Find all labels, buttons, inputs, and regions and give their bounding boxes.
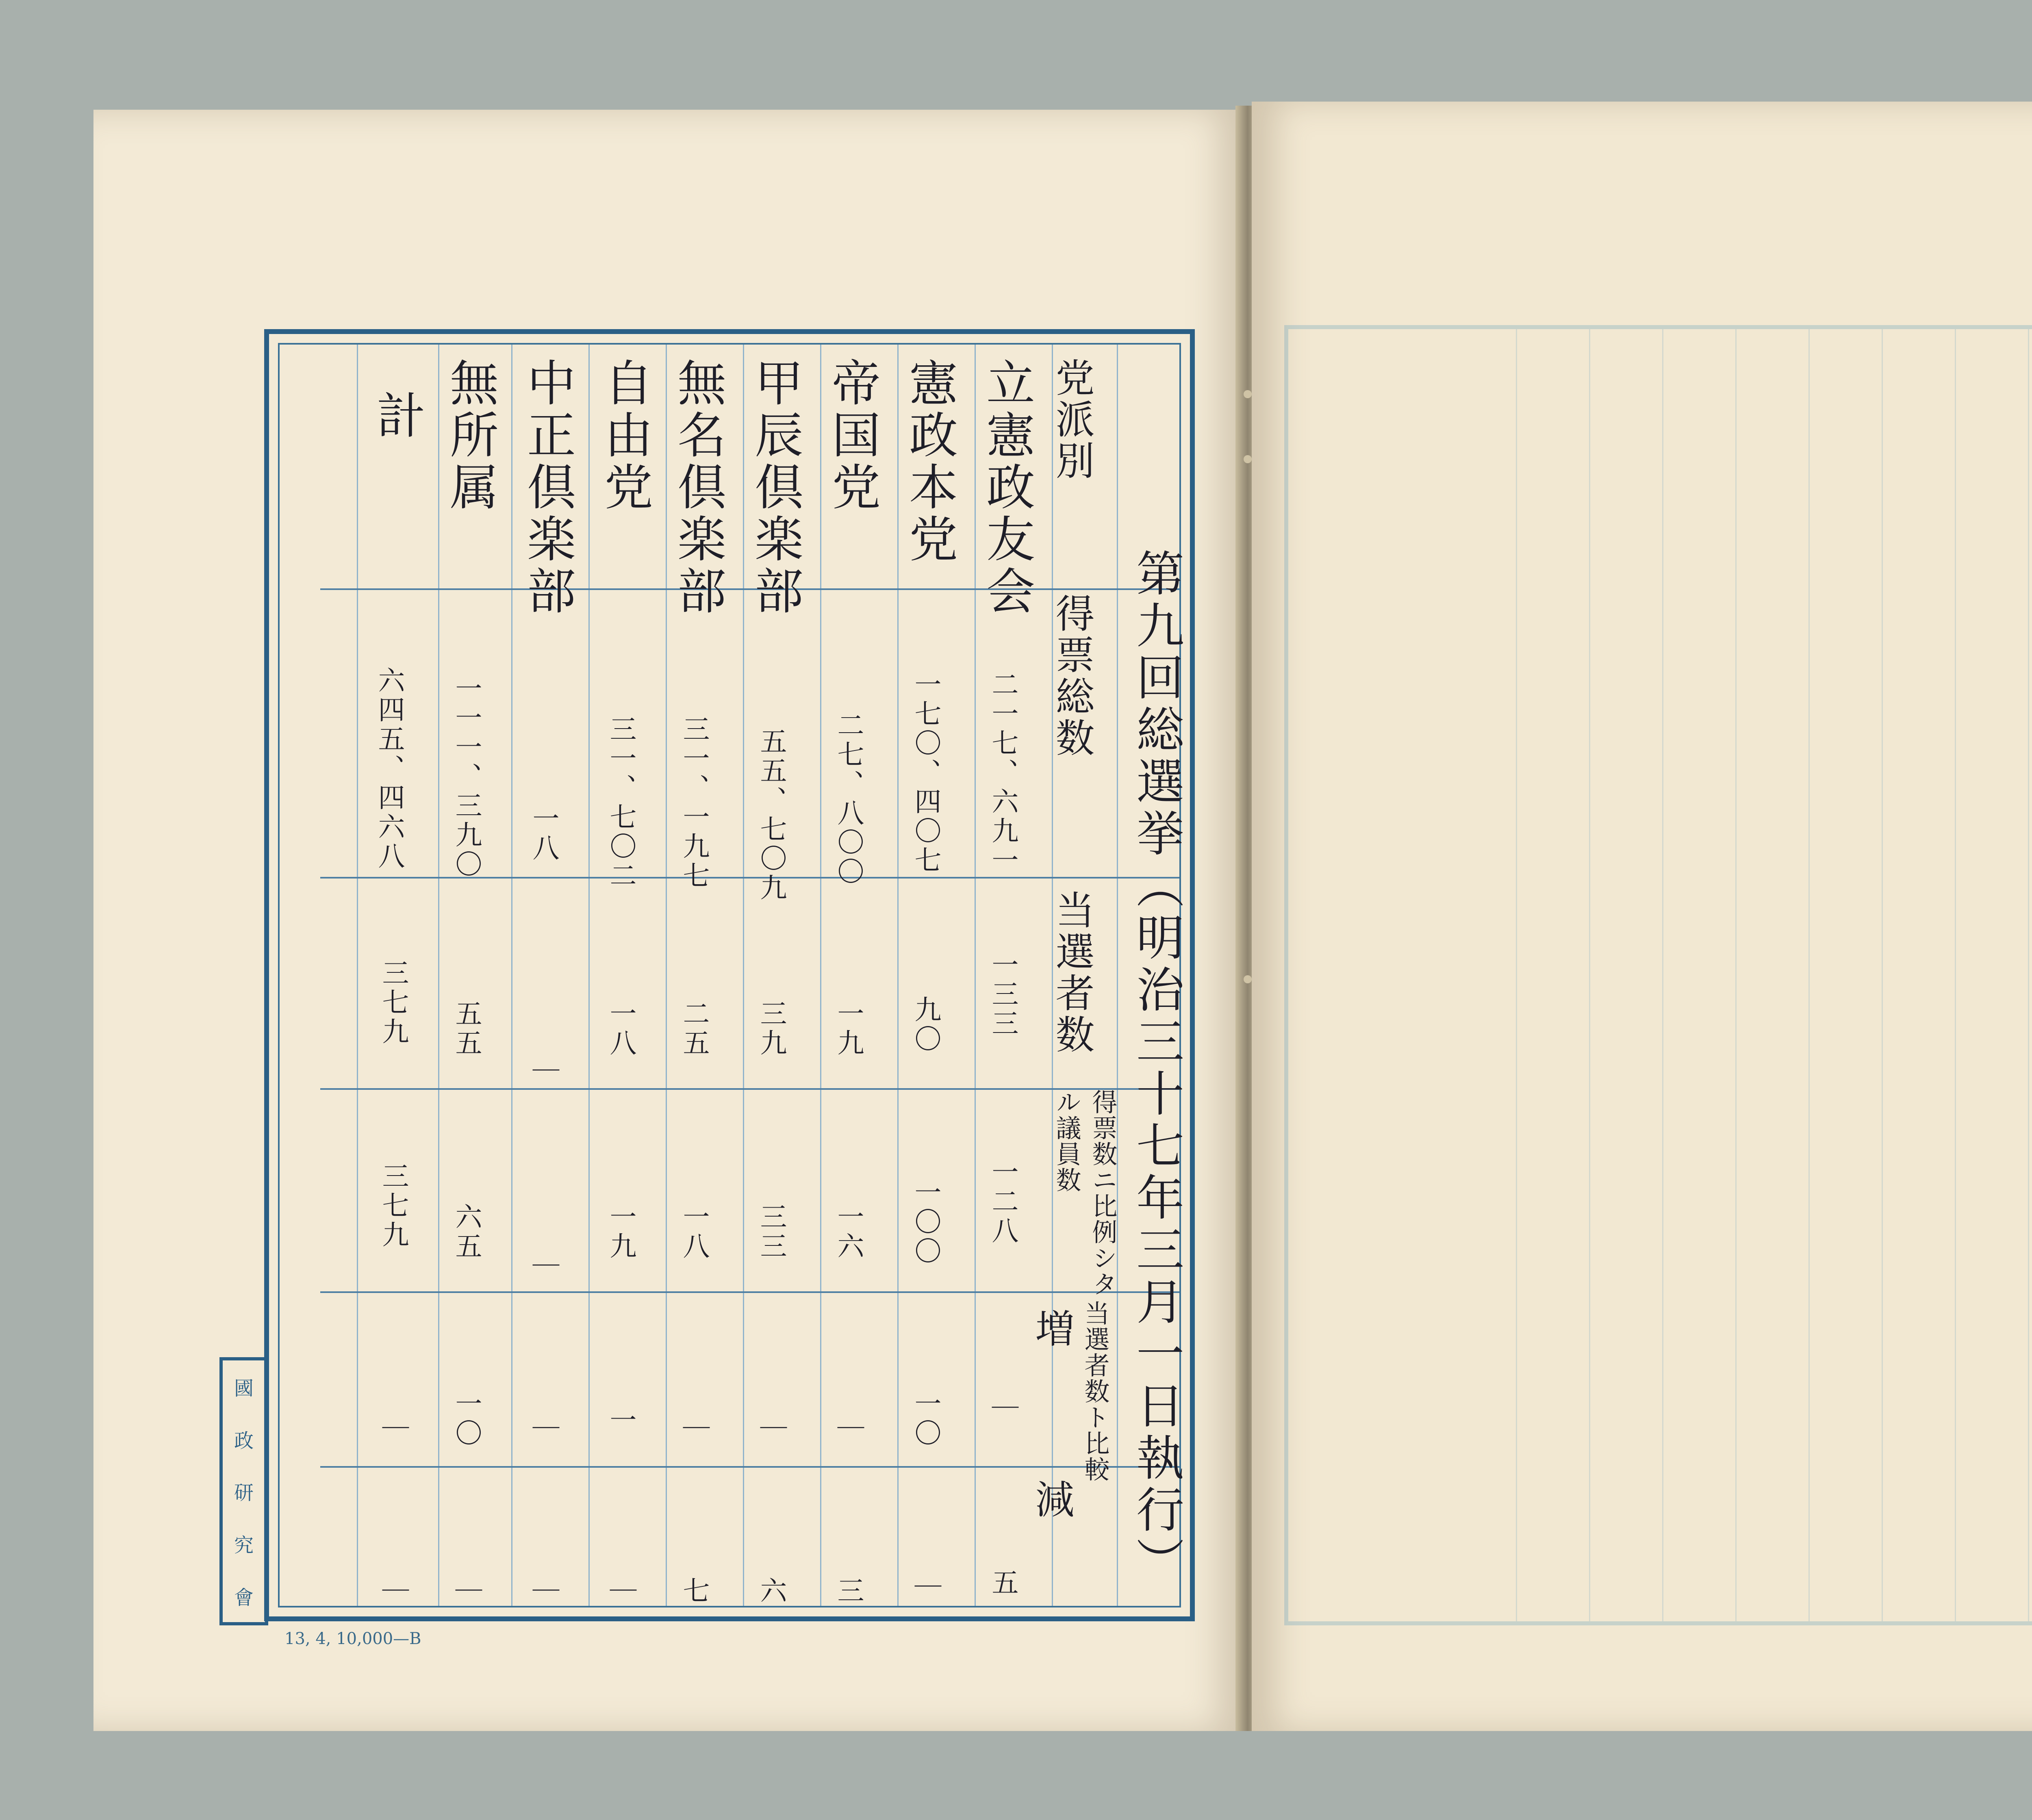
- row-proportional: 三七九: [378, 1162, 409, 1250]
- row-party: 帝国党: [824, 358, 880, 514]
- header-party: 党派別: [1049, 358, 1095, 482]
- row-decrease: ｜: [378, 1577, 409, 1606]
- row-party: 自由党: [596, 358, 653, 514]
- header-elected: 当選者数: [1049, 890, 1095, 1056]
- document-title: 第九回総選挙（明治三十七年三月一日執行）: [1128, 549, 1184, 1589]
- row-proportional: 三三: [755, 1203, 787, 1261]
- row-decrease: 六: [755, 1577, 787, 1606]
- binding-hole: [1244, 455, 1252, 463]
- row-increase: ｜: [678, 1414, 710, 1443]
- row-party: 無名倶楽部: [669, 358, 726, 618]
- row-proportional: ｜: [528, 1252, 559, 1281]
- row-elected: 一九: [833, 1000, 864, 1058]
- row-party: 無所属: [442, 358, 498, 514]
- row-increase: 一〇: [910, 1390, 941, 1448]
- row-proportional: 六五: [451, 1203, 482, 1261]
- row-decrease: ｜: [451, 1577, 482, 1606]
- row-proportional: 一〇〇: [910, 1178, 941, 1266]
- row-increase: ｜: [378, 1414, 409, 1443]
- stamp-char: 究: [234, 1534, 254, 1557]
- row-elected: 二五: [678, 1000, 710, 1058]
- row-elected: ｜: [528, 1056, 559, 1086]
- stamp-char: 政: [234, 1429, 254, 1452]
- row-votes: 一八: [528, 805, 559, 863]
- row-increase: ｜: [987, 1394, 1018, 1423]
- stamp-char: 會: [234, 1586, 254, 1610]
- header-diff: 当選者数ト比較: [1080, 1300, 1110, 1482]
- row-votes: 三一、七〇二: [605, 715, 636, 891]
- row-party: 立憲政友会: [978, 358, 1035, 618]
- binding-hole: [1244, 975, 1252, 983]
- row-votes: 五五、七〇九: [755, 727, 787, 903]
- row-elected: 一三三: [987, 951, 1018, 1039]
- header-votes: 得票総数: [1049, 593, 1095, 759]
- row-votes: 二七、八〇〇: [833, 711, 864, 887]
- row-party: 甲辰倶楽部: [747, 358, 803, 618]
- header-seats-by-votes: 得票数ニ比例シタル議員数: [1052, 1089, 1118, 1297]
- row-decrease: 五: [987, 1568, 1018, 1598]
- row-votes: 三一、一九七: [678, 715, 710, 891]
- bleed-through-form: [1284, 325, 2032, 1625]
- stamp-char: 研: [234, 1482, 254, 1505]
- row-votes: 一一一、三九〇: [451, 675, 482, 879]
- row-increase: 一〇: [451, 1390, 482, 1448]
- row-party: 中正倶楽部: [519, 358, 575, 618]
- row-proportional: 一二八: [987, 1158, 1018, 1246]
- header-decrease: 減: [1029, 1479, 1075, 1521]
- row-votes: 一七〇、四〇七: [910, 670, 941, 875]
- row-elected: 一八: [605, 1000, 636, 1058]
- row-decrease: ｜: [605, 1577, 636, 1606]
- row-party: 憲政本党: [901, 358, 957, 566]
- row-increase: 一: [605, 1406, 636, 1435]
- row-decrease: 七: [678, 1577, 710, 1606]
- row-decrease: ｜: [910, 1573, 941, 1602]
- row-increase: ｜: [833, 1414, 864, 1443]
- form-code: 13, 4, 10,000—B: [284, 1629, 421, 1648]
- row-decrease: 三: [833, 1577, 864, 1606]
- row-votes: 二一七、六九一: [987, 670, 1018, 875]
- row-proportional: 一九: [605, 1203, 636, 1261]
- row-proportional: 一八: [678, 1203, 710, 1261]
- binding-hole: [1244, 390, 1252, 398]
- row-increase: ｜: [755, 1414, 787, 1443]
- row-party: 計: [369, 390, 425, 442]
- publisher-stamp: [219, 1357, 268, 1625]
- row-increase: ｜: [528, 1414, 559, 1443]
- row-elected: 三七九: [378, 959, 409, 1047]
- row-elected: 五五: [451, 1000, 482, 1058]
- row-elected: 三九: [755, 1000, 787, 1058]
- row-elected: 九〇: [910, 996, 941, 1054]
- row-votes: 六四五、四六八: [373, 666, 405, 871]
- row-proportional: 一六: [833, 1203, 864, 1261]
- header-increase: 増: [1029, 1308, 1075, 1350]
- row-decrease: ｜: [528, 1577, 559, 1606]
- stamp-char: 國: [234, 1377, 254, 1400]
